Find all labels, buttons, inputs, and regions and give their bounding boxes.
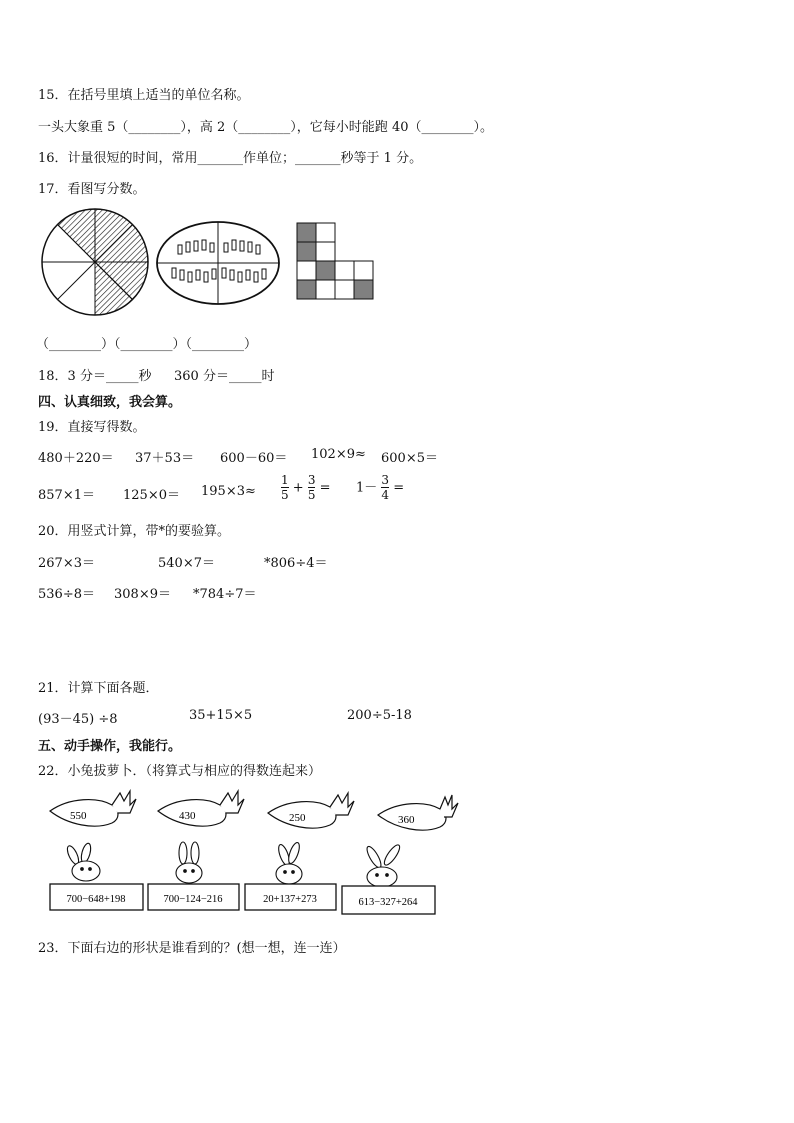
q17-blanks: （________）（________）（________） (36, 337, 258, 352)
q20-row1-item: 267×3＝ (38, 556, 95, 571)
q20-row2-item: 536÷8＝ (38, 587, 95, 602)
q19-title: 19．直接写得数。 (38, 420, 146, 435)
q17-title: 17．看图写分数。 (38, 182, 146, 197)
svg-text:250: 250 (289, 812, 306, 824)
grid-figure (297, 223, 373, 299)
svg-text:550: 550 (70, 810, 87, 822)
svg-text:700−648+198: 700−648+198 (66, 894, 126, 905)
rabbit-icon (65, 842, 100, 881)
q22-illustration (40, 783, 460, 923)
q21-item: 200÷5-18 (347, 708, 412, 723)
rabbit-icon (365, 843, 403, 887)
carrot (378, 795, 458, 830)
q18-b: 360 分＝_____时 (174, 369, 275, 384)
q21-title: 21．计算下面各题． (38, 681, 159, 696)
section-5-heading: 五、动手操作，我能行。 (38, 739, 182, 754)
svg-text:430: 430 (179, 810, 196, 822)
svg-text:613−327+264: 613−327+264 (358, 897, 418, 908)
rabbit-sign (342, 886, 435, 914)
q19-row1-item: 37＋53＝ (135, 451, 195, 466)
rabbit-sign (148, 884, 239, 910)
q19-row1-item: 600－60＝ (220, 451, 288, 466)
q21-item: (93－45) ÷8 (38, 712, 118, 727)
carrot (268, 793, 354, 828)
q19-fraction-diff: 1－ $\frac{3}{4}$ = (356, 473, 405, 503)
q20-title: 20．用竖式计算，带*的要验算。 (38, 524, 231, 539)
q19-row1-item: 102×9≈ (311, 447, 366, 462)
ellipse-figure (157, 222, 279, 304)
q19-row2-item: 195×3≈ (201, 484, 256, 499)
q17-figures (38, 206, 388, 316)
q15-title: 15．在括号里填上适当的单位名称。 (38, 88, 250, 103)
q19-row1-item: 480＋220＝ (38, 451, 114, 466)
circle-figure (42, 209, 148, 315)
carrot (158, 791, 244, 826)
svg-text:700−124−216: 700−124−216 (163, 894, 223, 905)
q22-title: 22．小兔拔萝卜．（将算式与相应的得数连起来） (38, 764, 322, 779)
q20-row2-item: *784÷7＝ (193, 587, 257, 602)
svg-text:360: 360 (398, 814, 415, 826)
q19-row2-item: 125×0＝ (123, 488, 180, 503)
q19-fraction-sum: $\frac{1}{5}$ + $\frac{3}{5}$ = (281, 473, 331, 503)
rabbit-sign (245, 884, 336, 910)
q18-a: 18．3 分＝_____秒 (38, 369, 152, 384)
q20-row1-item: *806÷4＝ (264, 556, 328, 571)
q16-line: 16．计量很短的时间，常用_______作单位；_______秒等于 1 分。 (38, 151, 423, 166)
q21-item: 35+15×5 (189, 708, 253, 723)
rabbit-sign (50, 884, 143, 910)
q19-row2-item: 857×1＝ (38, 488, 95, 503)
q19-row1-item: 600×5＝ (381, 451, 438, 466)
q20-row2-item: 308×9＝ (114, 587, 171, 602)
svg-text:20+137+273: 20+137+273 (263, 894, 317, 905)
section-4-heading: 四、认真细致，我会算。 (38, 395, 182, 410)
rabbit-icon (176, 842, 202, 883)
carrot (50, 791, 136, 826)
q20-row1-item: 540×7＝ (158, 556, 215, 571)
q23-title: 23．下面右边的形状是谁看到的？(想一想，连一连） (38, 941, 346, 956)
q15-line: 一头大象重 5（________），高 2（________），它每小时能跑 40（________）。 (38, 120, 493, 135)
rabbit-icon (276, 841, 302, 884)
